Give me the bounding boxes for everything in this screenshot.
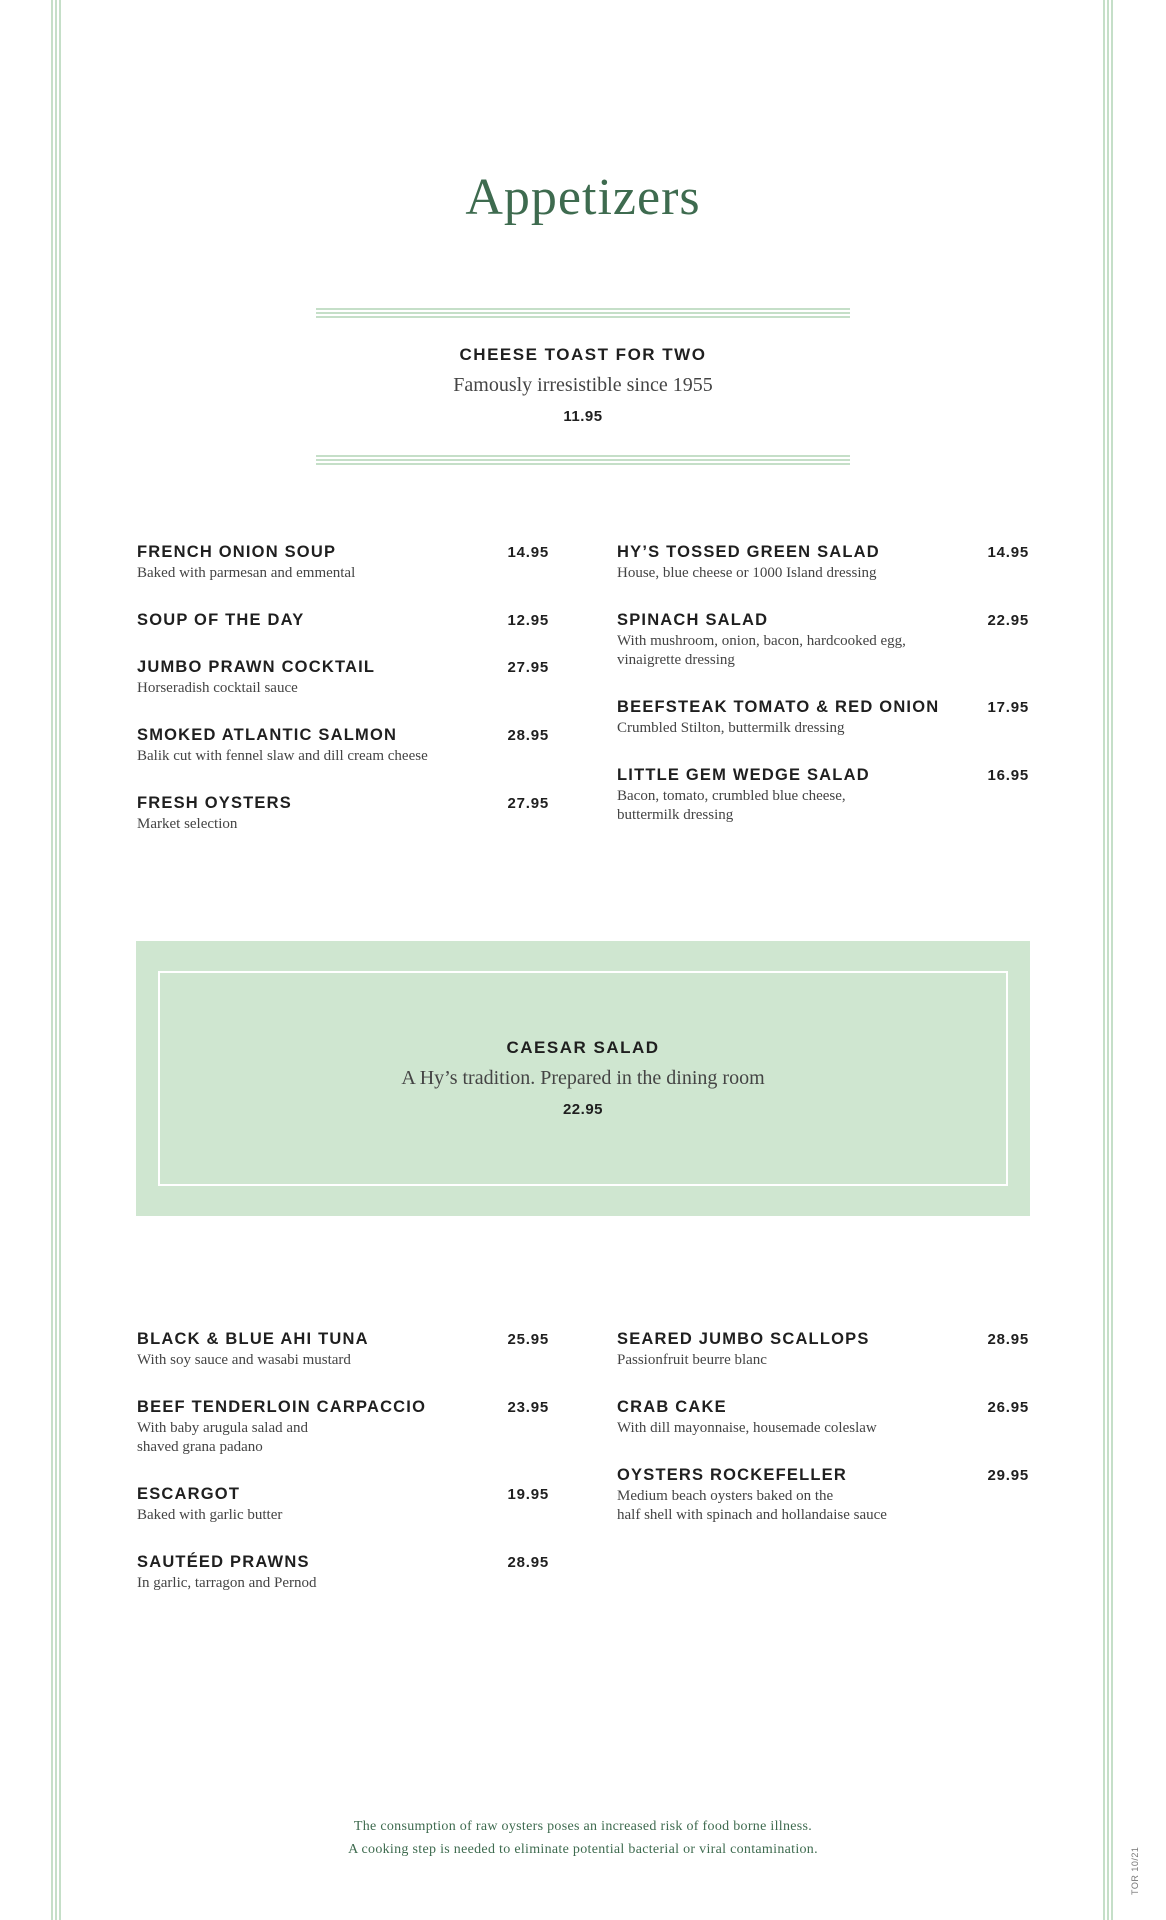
item-description: With baby arugula salad and shaved grana padano xyxy=(137,1420,309,1455)
menu-item xyxy=(617,1398,1029,1438)
menu-item xyxy=(617,698,1029,738)
menu-item xyxy=(137,658,549,698)
menu-item xyxy=(137,1553,549,1593)
item-name: OYSTERS ROCKEFELLER xyxy=(617,1466,847,1484)
item-description: Baked with parmesan and emmental xyxy=(137,565,356,581)
item-name: CRAB CAKE xyxy=(617,1398,727,1416)
item-price: 27.95 xyxy=(507,659,549,676)
item-price: 14.95 xyxy=(987,544,1029,561)
item-description: With mushroom, onion, bacon, hardcooked egg, vinaigrette dressing xyxy=(617,633,906,668)
section2-left-column xyxy=(137,1330,549,1621)
right-border-middle xyxy=(1107,0,1109,1920)
item-name: FRESH OYSTERS xyxy=(137,794,292,812)
document-code: TOR 10/21 xyxy=(1130,1846,1140,1895)
item-price: 29.95 xyxy=(987,1467,1029,1484)
menu-item xyxy=(617,1466,1029,1525)
item-name: LITTLE GEM WEDGE SALAD xyxy=(617,766,870,784)
item-description: Horseradish cocktail sauce xyxy=(137,680,298,696)
page-title: Appetizers xyxy=(465,169,701,226)
left-border-middle xyxy=(55,0,57,1920)
section1-right-column xyxy=(617,543,1029,853)
item-description: Crumbled Stilton, buttermilk dressing xyxy=(617,720,845,736)
item-name: BLACK & BLUE AHI TUNA xyxy=(137,1330,369,1348)
item-price: 14.95 xyxy=(507,544,549,561)
item-name: SAUTÉED PRAWNS xyxy=(137,1553,310,1571)
item-description: Medium beach oysters baked on the half shell with spinach and hollandaise sauce xyxy=(617,1488,887,1523)
left-border-inner xyxy=(59,0,61,1920)
section1-left-column xyxy=(137,543,549,862)
item-name: JUMBO PRAWN COCKTAIL xyxy=(137,658,376,676)
item-price: 28.95 xyxy=(987,1331,1029,1348)
item-price: 28.95 xyxy=(507,727,549,744)
item-price: 28.95 xyxy=(507,1554,549,1571)
item-description: Market selection xyxy=(137,816,238,832)
featured-top-name: CHEESE TOAST FOR TWO xyxy=(459,345,707,364)
featured-middle-price: 22.95 xyxy=(562,1101,604,1118)
item-price: 23.95 xyxy=(507,1399,549,1416)
featured-top-price: 11.95 xyxy=(563,408,603,425)
item-description: Baked with garlic butter xyxy=(137,1507,283,1523)
top-divider-upper xyxy=(316,308,850,320)
item-name: BEEFSTEAK TOMATO & RED ONION xyxy=(617,698,940,716)
item-price: 16.95 xyxy=(987,767,1029,784)
item-name: HY’S TOSSED GREEN SALAD xyxy=(617,543,880,561)
featured-middle-name: CAESAR SALAD xyxy=(506,1038,660,1057)
item-name: SMOKED ATLANTIC SALMON xyxy=(137,726,398,744)
menu-item xyxy=(137,726,549,766)
item-price: 19.95 xyxy=(507,1486,549,1503)
item-description: In garlic, tarragon and Pernod xyxy=(137,1575,317,1591)
item-description: Bacon, tomato, crumbled blue cheese, buttermilk dressing xyxy=(617,788,846,823)
disclaimer-line-2: A cooking step is needed to eliminate potential bacterial or viral contamination. xyxy=(348,1842,818,1857)
menu-item xyxy=(617,766,1029,825)
featured-top-description: Famously irresistible since 1955 xyxy=(453,374,713,396)
left-border-outer xyxy=(51,0,53,1920)
item-name: SEARED JUMBO SCALLOPS xyxy=(617,1330,870,1348)
menu-item xyxy=(137,543,549,583)
menu-item xyxy=(137,794,549,834)
item-price: 17.95 xyxy=(987,699,1029,716)
item-name: SPINACH SALAD xyxy=(617,611,769,629)
featured-middle-description: A Hy’s tradition. Prepared in the dining room xyxy=(401,1067,765,1089)
menu-item xyxy=(617,1330,1029,1370)
featured-cheese-toast xyxy=(0,345,1166,425)
right-border-outer xyxy=(1111,0,1113,1920)
menu-item xyxy=(137,611,549,630)
right-border-inner xyxy=(1103,0,1105,1920)
menu-item xyxy=(137,1485,549,1525)
item-description: Passionfruit beurre blanc xyxy=(617,1352,767,1368)
item-price: 12.95 xyxy=(507,612,549,629)
item-description: Balik cut with fennel slaw and dill cream cheese xyxy=(137,748,428,764)
menu-item xyxy=(617,543,1029,583)
section2-right-column xyxy=(617,1330,1029,1553)
item-description: With dill mayonnaise, housemade coleslaw xyxy=(617,1420,877,1436)
item-price: 22.95 xyxy=(987,612,1029,629)
item-description: House, blue cheese or 1000 Island dressing xyxy=(617,565,877,581)
disclaimer-line-1: The consumption of raw oysters poses an increased risk of food borne illness. xyxy=(353,1819,813,1834)
item-price: 25.95 xyxy=(507,1331,549,1348)
item-name: FRENCH ONION SOUP xyxy=(137,543,337,561)
menu-item xyxy=(137,1330,549,1370)
top-divider-lower xyxy=(316,455,850,467)
menu-item xyxy=(617,611,1029,670)
menu-item xyxy=(137,1398,549,1457)
item-description: With soy sauce and wasabi mustard xyxy=(137,1352,351,1368)
item-price: 27.95 xyxy=(507,795,549,812)
item-name: ESCARGOT xyxy=(137,1485,241,1503)
raw-oyster-disclaimer xyxy=(0,1815,1166,1861)
featured-caesar-salad xyxy=(0,1038,1166,1118)
item-price: 26.95 xyxy=(987,1399,1029,1416)
item-name: BEEF TENDERLOIN CARPACCIO xyxy=(137,1398,427,1416)
item-name: SOUP OF THE DAY xyxy=(137,611,305,629)
